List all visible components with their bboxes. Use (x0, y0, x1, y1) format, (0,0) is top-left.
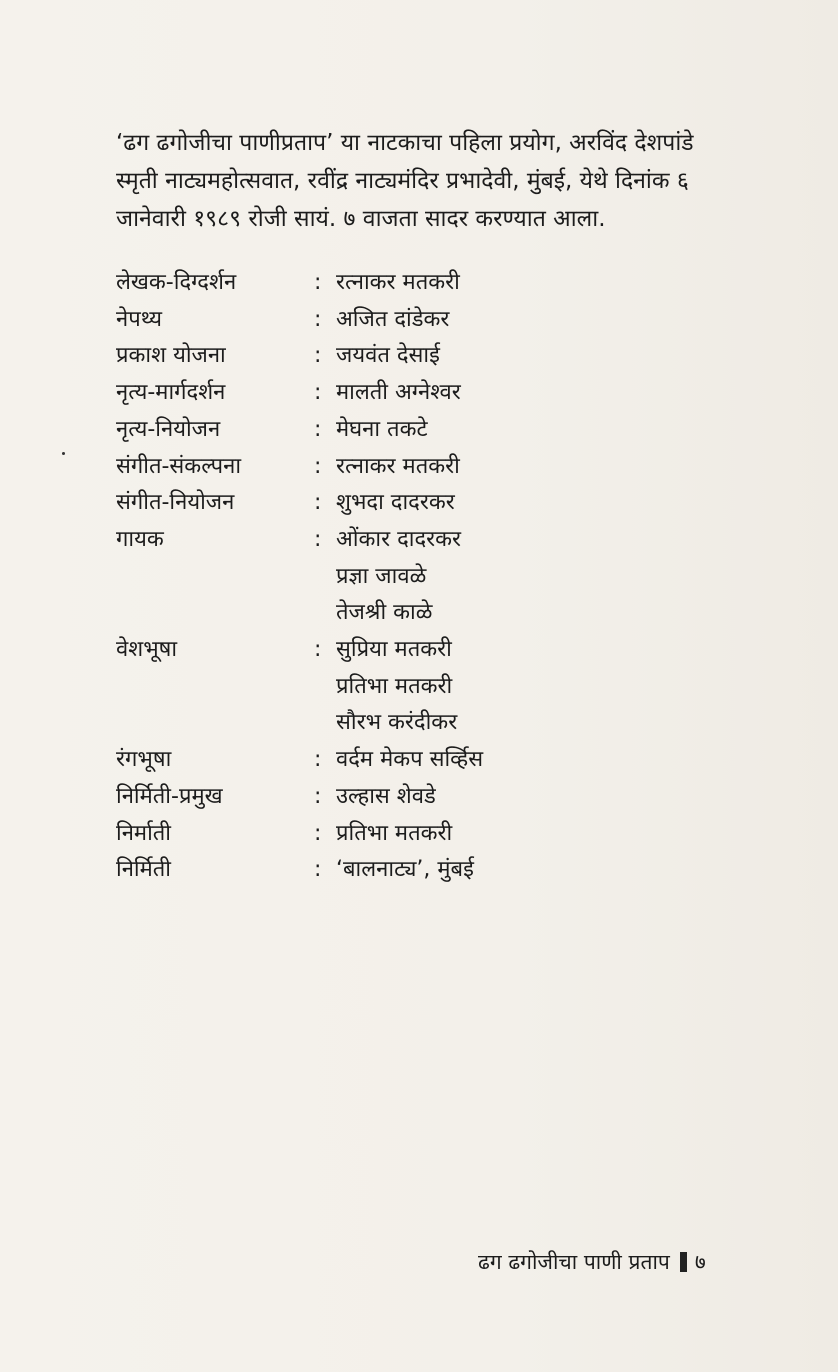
credit-row (116, 485, 736, 522)
credit-separator: : (314, 306, 322, 332)
credit-name: प्रतिभा मतकरी (336, 673, 453, 699)
credit-name: जयवंत देसाई (336, 343, 440, 369)
credit-row (116, 375, 736, 412)
credit-role: वेशभूषा (116, 637, 178, 663)
intro-line: जानेवारी १९८९ रोजी सायं. ७ वाजता सादर करण्यात आला. (116, 206, 606, 232)
credit-separator: : (314, 343, 322, 369)
credit-separator: : (314, 490, 322, 516)
credit-name: मेघना तकटे (336, 416, 428, 442)
credit-names (336, 522, 461, 632)
credit-row (116, 302, 736, 339)
credit-role: गायक (116, 526, 164, 552)
credit-separator: : (314, 747, 322, 773)
credit-names (336, 449, 460, 486)
credit-role: प्रकाश योजना (116, 343, 226, 369)
credit-name: उल्हास शेवडे (336, 783, 436, 809)
credit-row (116, 816, 736, 853)
stray-dot-mark (62, 452, 65, 455)
credit-name: सौरभ करंदीकर (336, 710, 458, 736)
credit-names (336, 816, 452, 853)
credit-name: शुभदा दादरकर (336, 490, 455, 516)
credit-separator: : (314, 820, 322, 846)
credit-names (336, 412, 428, 449)
credit-separator: : (314, 637, 322, 663)
credit-name: ‘बालनाट्य’, मुंबई (336, 857, 474, 883)
credits-list (116, 265, 736, 889)
credit-role: संगीत-नियोजन (116, 490, 235, 516)
separator-bar-icon (680, 1252, 687, 1272)
credit-role: लेखक-दिग्दर्शन (116, 270, 237, 295)
credit-row (116, 412, 736, 449)
credit-role: नेपथ्य (116, 306, 162, 332)
intro-line: ‘ढग ढगोजीचा पाणीप्रताप’ या नाटकाचा पहिला प्रयोग, अरविंद देशपांडे (116, 130, 694, 156)
credit-name: तेजश्री काळे (336, 600, 433, 626)
credit-names (336, 852, 474, 889)
credit-role: निर्मिती-प्रमुख (116, 783, 223, 809)
credit-names (336, 265, 460, 302)
credit-role: निर्माती (116, 820, 172, 846)
intro-paragraph (116, 124, 726, 238)
credit-name: सुप्रिया मतकरी (336, 637, 452, 663)
credit-name: रत्नाकर मतकरी (336, 270, 460, 295)
credit-name: प्रतिभा मतकरी (336, 820, 453, 846)
credit-role: निर्मिती (116, 857, 172, 883)
intro-line: स्मृती नाट्यमहोत्सवात, रवींद्र नाट्यमंदिर प्रभादेवी, मुंबई, येथे दिनांक ६ (116, 168, 689, 194)
credit-separator: : (314, 783, 322, 809)
running-title: ढग ढगोजीचा पाणी प्रताप (478, 1250, 670, 1274)
credit-role: नृत्य-नियोजन (116, 416, 221, 442)
credit-row (116, 742, 736, 779)
credit-name: ओंकार दादरकर (336, 526, 462, 552)
credit-separator: : (314, 453, 322, 479)
credit-names (336, 338, 440, 375)
credit-row (116, 779, 736, 816)
credit-row (116, 522, 736, 632)
credit-name: अजित दांडेकर (336, 306, 450, 332)
credit-role: रंगभूषा (116, 747, 172, 773)
credit-names (336, 375, 461, 412)
credit-names (336, 485, 455, 522)
credit-name: मालती अग्नेश्वर (336, 380, 461, 406)
credit-role: नृत्य-मार्गदर्शन (116, 380, 226, 406)
credit-role: संगीत-संकल्पना (116, 453, 242, 479)
credit-row (116, 852, 736, 889)
credit-name: वर्दम मेकप सर्व्हिस (336, 747, 484, 773)
page-number: ७ (694, 1250, 706, 1274)
credit-separator: : (314, 526, 322, 552)
credit-row (116, 338, 736, 375)
credit-row (116, 632, 736, 742)
credit-row (116, 265, 736, 302)
credit-names (336, 632, 457, 742)
credit-names (336, 742, 483, 779)
page-footer (478, 1248, 706, 1276)
credit-name: रत्नाकर मतकरी (336, 453, 460, 479)
credit-separator: : (314, 857, 322, 883)
credit-names (336, 779, 436, 816)
credit-separator: : (314, 416, 322, 442)
credit-separator: : (314, 270, 322, 295)
credit-separator: : (314, 380, 322, 406)
credit-name: प्रज्ञा जावळे (336, 563, 427, 589)
credit-row (116, 449, 736, 486)
credit-names (336, 302, 449, 339)
